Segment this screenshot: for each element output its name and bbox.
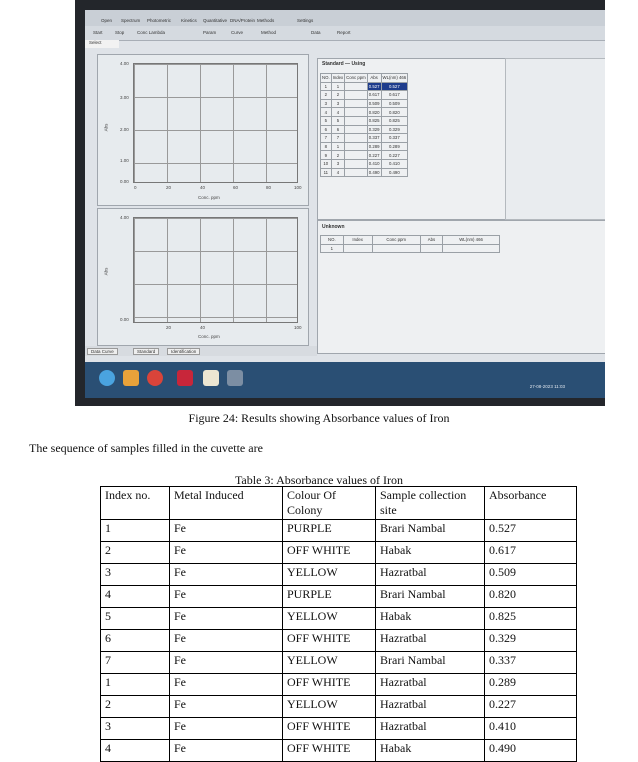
y-tick: 3.00 [120, 95, 129, 100]
x-tick: 100 [294, 325, 302, 330]
table-cell: 0.617 [368, 92, 380, 98]
table-cell: PURPLE [283, 586, 376, 608]
col-header: Abs [420, 236, 442, 245]
table-cell: 1 [101, 520, 170, 542]
table-cell: Hazratbal [376, 718, 485, 740]
table-cell: 0.527 [485, 520, 577, 542]
app-icon[interactable] [177, 370, 193, 386]
table-cell: 7 [321, 134, 332, 143]
table-cell [345, 159, 368, 168]
table-cell [345, 91, 368, 100]
table-cell [345, 82, 368, 91]
x-axis-label: Conc. ppm [198, 334, 220, 339]
col-header: Colour Of Colony [283, 487, 376, 520]
col-header: Index [332, 75, 344, 81]
menu-item[interactable]: Photometric [147, 18, 172, 23]
y-axis-label: Abs [103, 123, 109, 132]
table-header-row [101, 487, 577, 520]
table-cell: 0.820 [485, 586, 577, 608]
table-cell: 4 [101, 740, 170, 762]
table-cell: Fe [170, 564, 283, 586]
table-cell: YELLOW [283, 652, 376, 674]
table-row [101, 718, 577, 740]
table-cell: 6 [321, 125, 332, 134]
table-cell [443, 244, 500, 253]
table-row [101, 542, 577, 564]
window-icon[interactable] [227, 370, 243, 386]
col-header: Absorbance [485, 487, 577, 520]
table-cell: OFF WHITE [283, 542, 376, 564]
table-cell: 2 [331, 151, 345, 160]
table-cell: 11 [321, 168, 332, 177]
table-row[interactable] [321, 99, 408, 108]
table-row [101, 740, 577, 762]
table-cell: 0.617 [485, 542, 577, 564]
table-cell: Hazratbal [376, 696, 485, 718]
table-cell: 4 [331, 168, 345, 177]
table-cell: 0.825 [485, 608, 577, 630]
method-select[interactable]: Method [261, 30, 277, 35]
table-cell: 0.527 [381, 82, 408, 91]
table-cell [420, 244, 442, 253]
report-button[interactable]: Report [337, 30, 351, 35]
table-cell: 3 [101, 718, 170, 740]
table-row [101, 696, 577, 718]
table-cell: 3 [321, 99, 332, 108]
table-cell: 1 [321, 82, 332, 91]
menu-item[interactable]: Spectrum [121, 18, 141, 23]
table-row [101, 608, 577, 630]
table-cell: 0.289 [368, 144, 380, 150]
y-tick: 4.00 [120, 61, 129, 66]
table-cell: 0.527 [368, 83, 380, 89]
clock: 27-08-2023 11:03 [529, 384, 565, 389]
table-cell: Fe [170, 718, 283, 740]
table-cell: 0.825 [368, 118, 380, 124]
col-header: NO. [322, 75, 330, 81]
y-tick: 1.00 [120, 158, 129, 163]
table-cell: 0.410 [485, 718, 577, 740]
table-cell: 0.490 [485, 740, 577, 762]
menu-bar [85, 10, 605, 26]
col-header: Sample collection site [376, 487, 485, 520]
unknown-table [320, 235, 500, 253]
table-cell [345, 99, 368, 108]
table-cell: 0.820 [381, 108, 408, 117]
x-tick: 0 [134, 185, 137, 190]
standard-table [320, 73, 408, 177]
figure-caption: Figure 24: Results showing Absorbance values of Iron [188, 411, 450, 425]
x-tick: 40 [200, 185, 206, 190]
col-header: Conc ppm [346, 75, 366, 81]
table-cell [345, 116, 368, 125]
plot-grid [133, 63, 298, 183]
table-cell: Fe [170, 630, 283, 652]
table-cell: 5 [101, 608, 170, 630]
table-row[interactable] [321, 134, 408, 143]
table-cell [345, 168, 368, 177]
table-row [101, 652, 577, 674]
empty-panel [505, 58, 605, 220]
table-cell: OFF WHITE [283, 718, 376, 740]
table-cell: Brari Nambal [376, 652, 485, 674]
table-cell: 0.490 [368, 169, 380, 175]
table-cell: 4 [101, 586, 170, 608]
menu-item[interactable]: Methods [257, 18, 275, 23]
table-cell: Fe [170, 674, 283, 696]
toolbar [85, 26, 605, 41]
table-cell: 1 [101, 674, 170, 696]
table-cell: 3 [101, 564, 170, 586]
table-cell: Fe [170, 520, 283, 542]
unknown-plot [97, 208, 309, 346]
table-cell: 1 [331, 142, 345, 151]
table-cell: 7 [101, 652, 170, 674]
start-menu-icon[interactable] [99, 370, 115, 386]
menu-item[interactable]: Settings [297, 18, 314, 23]
software-window [85, 10, 605, 398]
table-cell: 0.509 [368, 101, 380, 107]
y-tick: 0.00 [120, 317, 129, 322]
table-cell [345, 142, 368, 151]
table-cell: 2 [101, 542, 170, 564]
table-cell: Brari Nambal [376, 586, 485, 608]
table-cell: 2 [331, 91, 345, 100]
table-cell: 1 [321, 244, 344, 253]
table-row [101, 674, 577, 696]
param-button[interactable]: Param [203, 30, 217, 35]
table-row[interactable] [321, 108, 408, 117]
table-cell: 0.617 [381, 91, 408, 100]
table-cell: Fe [170, 740, 283, 762]
table-cell: Habak [376, 542, 485, 564]
table-cell: 0.337 [368, 135, 380, 141]
table-cell: 6 [101, 630, 170, 652]
table-cell: 0.410 [381, 159, 408, 168]
notepad-icon[interactable] [203, 370, 219, 386]
col-header: Conc ppm [372, 236, 420, 245]
table-cell: 0.289 [485, 674, 577, 696]
tab-standard[interactable]: Standard [133, 348, 159, 355]
table-cell: OFF WHITE [283, 630, 376, 652]
x-tick: 100 [294, 185, 302, 190]
table-row[interactable] [321, 116, 408, 125]
table-row[interactable] [321, 244, 500, 253]
stop-button[interactable]: Stop [115, 30, 125, 35]
tab-data-curve[interactable]: Data Curve [87, 348, 118, 355]
table-cell: 5 [321, 116, 332, 125]
table-row [101, 520, 577, 542]
table-cell: PURPLE [283, 520, 376, 542]
table-cell: 0.509 [381, 99, 408, 108]
curve-button[interactable]: Curve [231, 30, 244, 35]
body-paragraph: The sequence of samples filled in the cuvette are [29, 441, 263, 455]
table-cell: 8 [321, 142, 332, 151]
table-cell: YELLOW [283, 608, 376, 630]
table-cell: 6 [331, 125, 345, 134]
y-tick: 2.00 [120, 127, 129, 132]
table-cell: 0.337 [485, 652, 577, 674]
menu-item[interactable]: Quantitative [203, 18, 228, 23]
table-cell: 1 [331, 82, 345, 91]
y-tick: 0.00 [120, 179, 129, 184]
table-row[interactable] [321, 125, 408, 134]
table-row[interactable] [321, 82, 408, 91]
x-tick: 80 [266, 185, 272, 190]
table-cell: 0.227 [381, 151, 408, 160]
table-row [101, 630, 577, 652]
table-cell: 3 [331, 99, 345, 108]
unknown-panel-title: Unknown [322, 224, 345, 230]
col-header: Abs [367, 74, 381, 83]
y-tick: 4.00 [120, 215, 129, 220]
table-cell: 0.337 [381, 134, 408, 143]
standard-curve-plot [97, 54, 309, 206]
table-cell: Fe [170, 542, 283, 564]
table-cell [345, 125, 368, 134]
table-cell: YELLOW [283, 564, 376, 586]
table-cell: 0.329 [381, 125, 408, 134]
table-cell: 2 [321, 91, 332, 100]
standard-table-panel [317, 58, 507, 220]
table-cell: YELLOW [283, 696, 376, 718]
x-axis-label: Conc. ppm [198, 195, 220, 200]
table-cell: Habak [376, 608, 485, 630]
taskbar [85, 362, 605, 398]
table-cell: Hazratbal [376, 630, 485, 652]
unknown-table-panel [317, 220, 605, 354]
table-cell: 4 [321, 108, 332, 117]
col-header: Index no. [101, 487, 170, 520]
table-cell: 0.329 [485, 630, 577, 652]
table-cell: 4 [331, 108, 345, 117]
table-row[interactable] [321, 91, 408, 100]
table-cell [345, 108, 368, 117]
table-cell: Hazratbal [376, 564, 485, 586]
conc-lambda-button[interactable]: Conc Lambda [137, 30, 166, 35]
table-title: Table 3: Absorbance values of Iron [234, 473, 404, 487]
browser-icon[interactable] [147, 370, 163, 386]
bottom-tab-strip [85, 346, 317, 356]
table-row [101, 564, 577, 586]
data-button[interactable]: Data [311, 30, 321, 35]
absorbance-table [100, 486, 577, 762]
menu-item[interactable]: DNA/Protein [230, 18, 256, 23]
standard-panel-title: Standard — Using [322, 61, 366, 67]
table-cell: 10 [321, 159, 332, 168]
table-cell: 7 [331, 134, 345, 143]
x-tick: 20 [166, 325, 172, 330]
col-header: Metal Induced [170, 487, 283, 520]
table-cell: 0.410 [368, 161, 380, 167]
table-cell: 0.329 [368, 126, 380, 132]
table-header-row [321, 236, 500, 245]
start-button[interactable]: Start [93, 30, 103, 35]
table-cell: 0.509 [485, 564, 577, 586]
explorer-icon[interactable] [123, 370, 139, 386]
table-row[interactable] [321, 159, 408, 168]
col-header: Index [343, 236, 372, 245]
table-cell: Habak [376, 740, 485, 762]
table-cell: 0.289 [381, 142, 408, 151]
table-cell: Fe [170, 652, 283, 674]
table-cell: 9 [321, 151, 332, 160]
table-cell: Fe [170, 586, 283, 608]
menu-item[interactable]: Kinetics [181, 18, 197, 23]
table-row[interactable] [321, 151, 408, 160]
table-cell [343, 244, 372, 253]
table-cell: 5 [331, 116, 345, 125]
table-row[interactable] [321, 168, 408, 177]
x-tick: 60 [233, 185, 239, 190]
plot-grid [133, 217, 298, 323]
table-cell: 2 [101, 696, 170, 718]
table-cell: 0.227 [485, 696, 577, 718]
table-cell: Fe [170, 608, 283, 630]
menu-item[interactable]: Open [101, 18, 113, 23]
table-cell: 3 [331, 159, 345, 168]
table-cell: OFF WHITE [283, 674, 376, 696]
y-axis-label: Abs [103, 267, 109, 276]
table-cell [372, 244, 420, 253]
col-header: WL(nm) 466 [382, 75, 407, 81]
table-cell: 0.227 [368, 152, 380, 158]
table-cell: OFF WHITE [283, 740, 376, 762]
tab-identification[interactable]: Identification [167, 348, 200, 355]
x-tick: 20 [166, 185, 172, 190]
table-row [101, 586, 577, 608]
table-header-row [321, 74, 408, 83]
select-tab[interactable]: Select [85, 40, 119, 48]
x-tick: 40 [200, 325, 206, 330]
col-header: WL(nm) 466 [443, 236, 500, 245]
table-cell: Fe [170, 696, 283, 718]
table-cell: Brari Nambal [376, 520, 485, 542]
screen-photo [75, 0, 605, 406]
table-cell [345, 151, 368, 160]
col-header: NO. [321, 236, 344, 245]
table-cell: 0.490 [381, 168, 408, 177]
table-cell: Hazratbal [376, 674, 485, 696]
table-cell [345, 134, 368, 143]
table-cell: 0.825 [381, 116, 408, 125]
table-cell: 0.820 [368, 109, 380, 115]
table-row[interactable] [321, 142, 408, 151]
